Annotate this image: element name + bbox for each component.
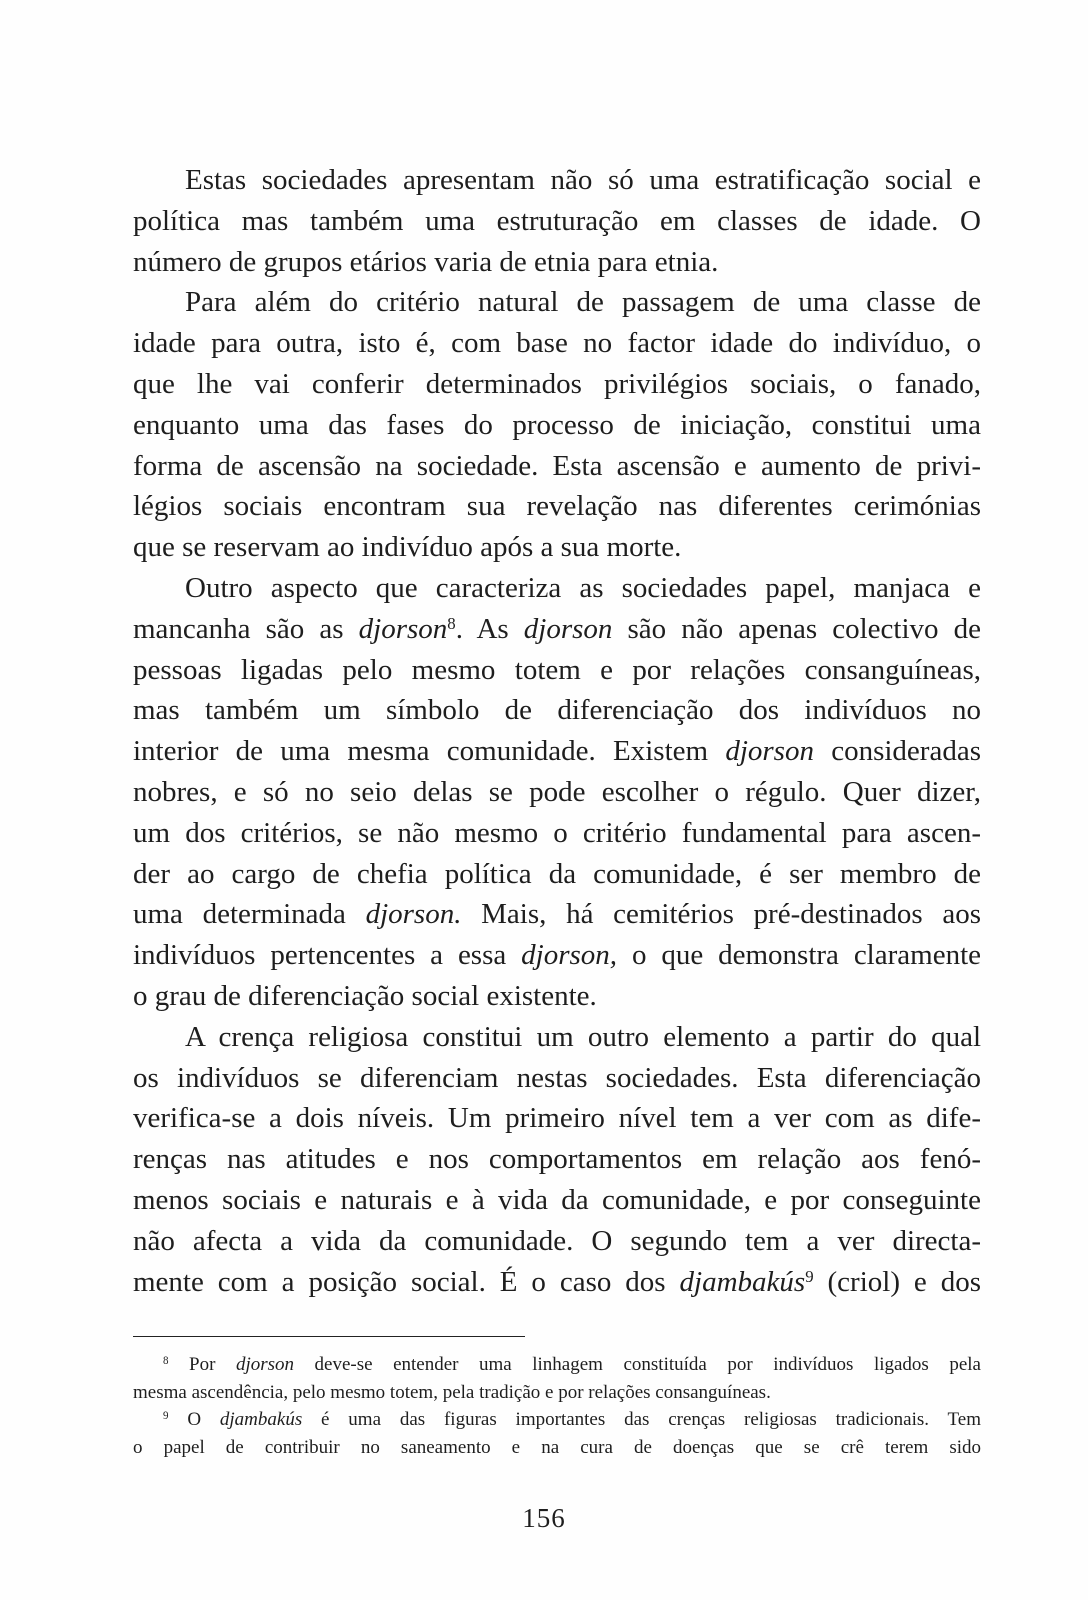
- text-line: o grau de diferenciação social existente.: [133, 979, 597, 1012]
- text-line: uma determinada djorson. Mais, há cemitérios pré-destinados aos: [133, 898, 982, 931]
- italic-term: djambakús: [219, 1409, 303, 1430]
- text-line: forma de ascensão na sociedade. Esta ascensão e aumento de privi-: [133, 449, 981, 482]
- italic-term: djorson.: [365, 898, 462, 931]
- footnote-8: [133, 1351, 981, 1406]
- italic-term: djambakús: [679, 1265, 806, 1298]
- footnote-9: [133, 1406, 981, 1461]
- italic-term: djorson,: [521, 939, 618, 972]
- text-line: mas também um símbolo de diferenciação dos indivíduos no: [133, 694, 981, 727]
- italic-term: djorson: [725, 735, 814, 768]
- text-line: der ao cargo de chefia política da comunidade, é ser membro de: [133, 857, 981, 890]
- paragraph-3: [133, 568, 981, 1017]
- paragraph-4: [133, 1017, 981, 1303]
- paragraph-1: [133, 160, 981, 282]
- footnote-marker: 8: [163, 1354, 169, 1367]
- text-line: menos sociais e naturais e à vida da comunidade, e por conseguinte: [133, 1183, 981, 1216]
- footnote-line: o papel de contribuir no saneamento e na cura de doenças que se crê terem sido: [133, 1436, 981, 1458]
- italic-term: djorson: [235, 1354, 295, 1375]
- text-line: não afecta a vida da comunidade. O segundo tem a ver directa-: [133, 1224, 981, 1257]
- text-line: Estas sociedades apresentam não só uma estratificação social e: [185, 164, 981, 196]
- footnotes: [133, 1351, 981, 1461]
- text-line: renças nas atitudes e nos comportamentos em relação aos fenó-: [133, 1143, 981, 1176]
- text-line: indivíduos pertencentes a essa djorson, o que demonstra claramente: [133, 939, 981, 972]
- text-line: Outro aspecto que caracteriza as sociedades papel, manjaca e: [185, 571, 981, 604]
- footnote-reference-8[interactable]: 8: [447, 613, 456, 633]
- footnote-marker: 9: [163, 1409, 169, 1422]
- text-line: interior de uma mesma comunidade. Existem djorson consideradas: [133, 735, 981, 768]
- text-line: idade para outra, isto é, com base no factor idade do indivíduo, o: [133, 327, 981, 360]
- footnote-line: $^9$ O djambakús é uma das figuras importantes das crenças religiosas tradicionais. Tem: [163, 1409, 981, 1430]
- text-line: Para além do critério natural de passagem de uma classe de: [185, 286, 981, 319]
- text-line: légios sociais encontram sua revelação nas diferentes cerimónias: [133, 490, 981, 523]
- text-line: verifica-se a dois níveis. Um primeiro nível tem a ver com as dife-: [133, 1102, 981, 1135]
- text-line: que se reservam ao indivíduo após a sua morte.: [133, 531, 682, 564]
- paragraph-2: [133, 282, 981, 568]
- footnote-separator: [133, 1336, 525, 1337]
- text-line: mente com a posição social. É o caso dos djambakús$^9$ (criol) e dos: [133, 1265, 981, 1298]
- text-line: número de grupos etários varia de etnia para etnia.: [133, 245, 719, 278]
- text-line: enquanto uma das fases do processo de iniciação, constitui uma: [133, 408, 981, 441]
- text-line: mancanha são as djorson$^8$. As djorson são não apenas colectivo de: [133, 612, 981, 645]
- text-line: A crença religiosa constitui um outro elemento a partir do qual: [185, 1020, 981, 1053]
- italic-term: djorson: [358, 612, 448, 645]
- footnote-reference-9[interactable]: 9: [805, 1266, 814, 1286]
- footnote-line: $^8$ Por djorson deve-se entender uma linhagem constituída por indivíduos ligados pela: [163, 1354, 981, 1375]
- text-line: os indivíduos se diferenciam nestas sociedades. Esta diferenciação: [133, 1061, 981, 1094]
- text-line: nobres, e só no seio delas se pode escolher o régulo. Quer dizer,: [133, 775, 981, 808]
- text-line: um dos critérios, se não mesmo o critério fundamental para ascen-: [133, 816, 981, 849]
- text-line: política mas também uma estruturação em classes de idade. O: [133, 204, 981, 237]
- italic-term: djorson: [523, 612, 613, 645]
- footnote-line: mesma ascendência, pelo mesmo totem, pela tradição e por relações consanguíneas.: [133, 1381, 771, 1403]
- page-number: 156: [522, 1503, 566, 1533]
- text-line: pessoas ligadas pelo mesmo totem e por relações consanguíneas,: [133, 653, 981, 686]
- body-text: [133, 160, 981, 1302]
- text-line: que lhe vai conferir determinados privilégios sociais, o fanado,: [133, 367, 981, 400]
